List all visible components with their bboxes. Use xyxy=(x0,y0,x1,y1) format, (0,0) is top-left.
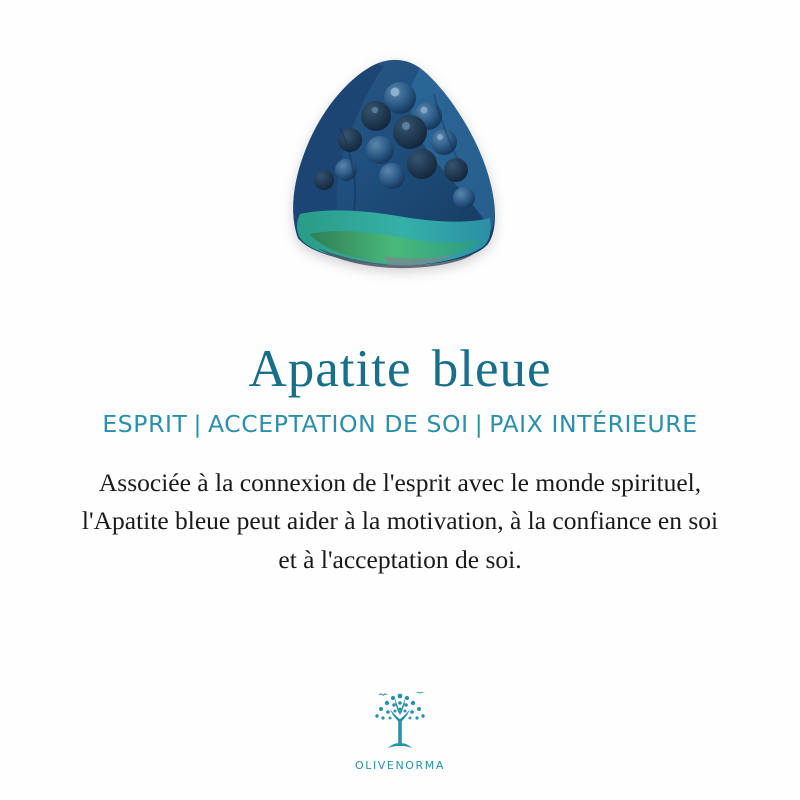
keyword-separator: | xyxy=(193,409,203,438)
brand-name: OLIVENORMA xyxy=(354,759,446,772)
keyword-separator: | xyxy=(474,409,484,438)
description-text: Associée à la connexion de l'esprit avec le monde spirituel, l'Apatite bleue peut aider à la motivation, à la confiance en soi et à l'acceptation de soi. xyxy=(81,467,719,575)
keyword-item: ESPRIT xyxy=(102,409,188,438)
page-title: Apatite bleue xyxy=(248,340,552,398)
mineral-specimen-icon xyxy=(280,58,520,273)
keyword-item: PAIX INTÉRIEURE xyxy=(489,409,698,438)
brand-logo xyxy=(0,687,800,772)
keyword-list xyxy=(102,410,697,438)
keyword-item: ACCEPTATION DE SOI xyxy=(208,409,469,438)
stone-image-area xyxy=(0,0,800,310)
tree-of-life-icon xyxy=(364,687,436,755)
